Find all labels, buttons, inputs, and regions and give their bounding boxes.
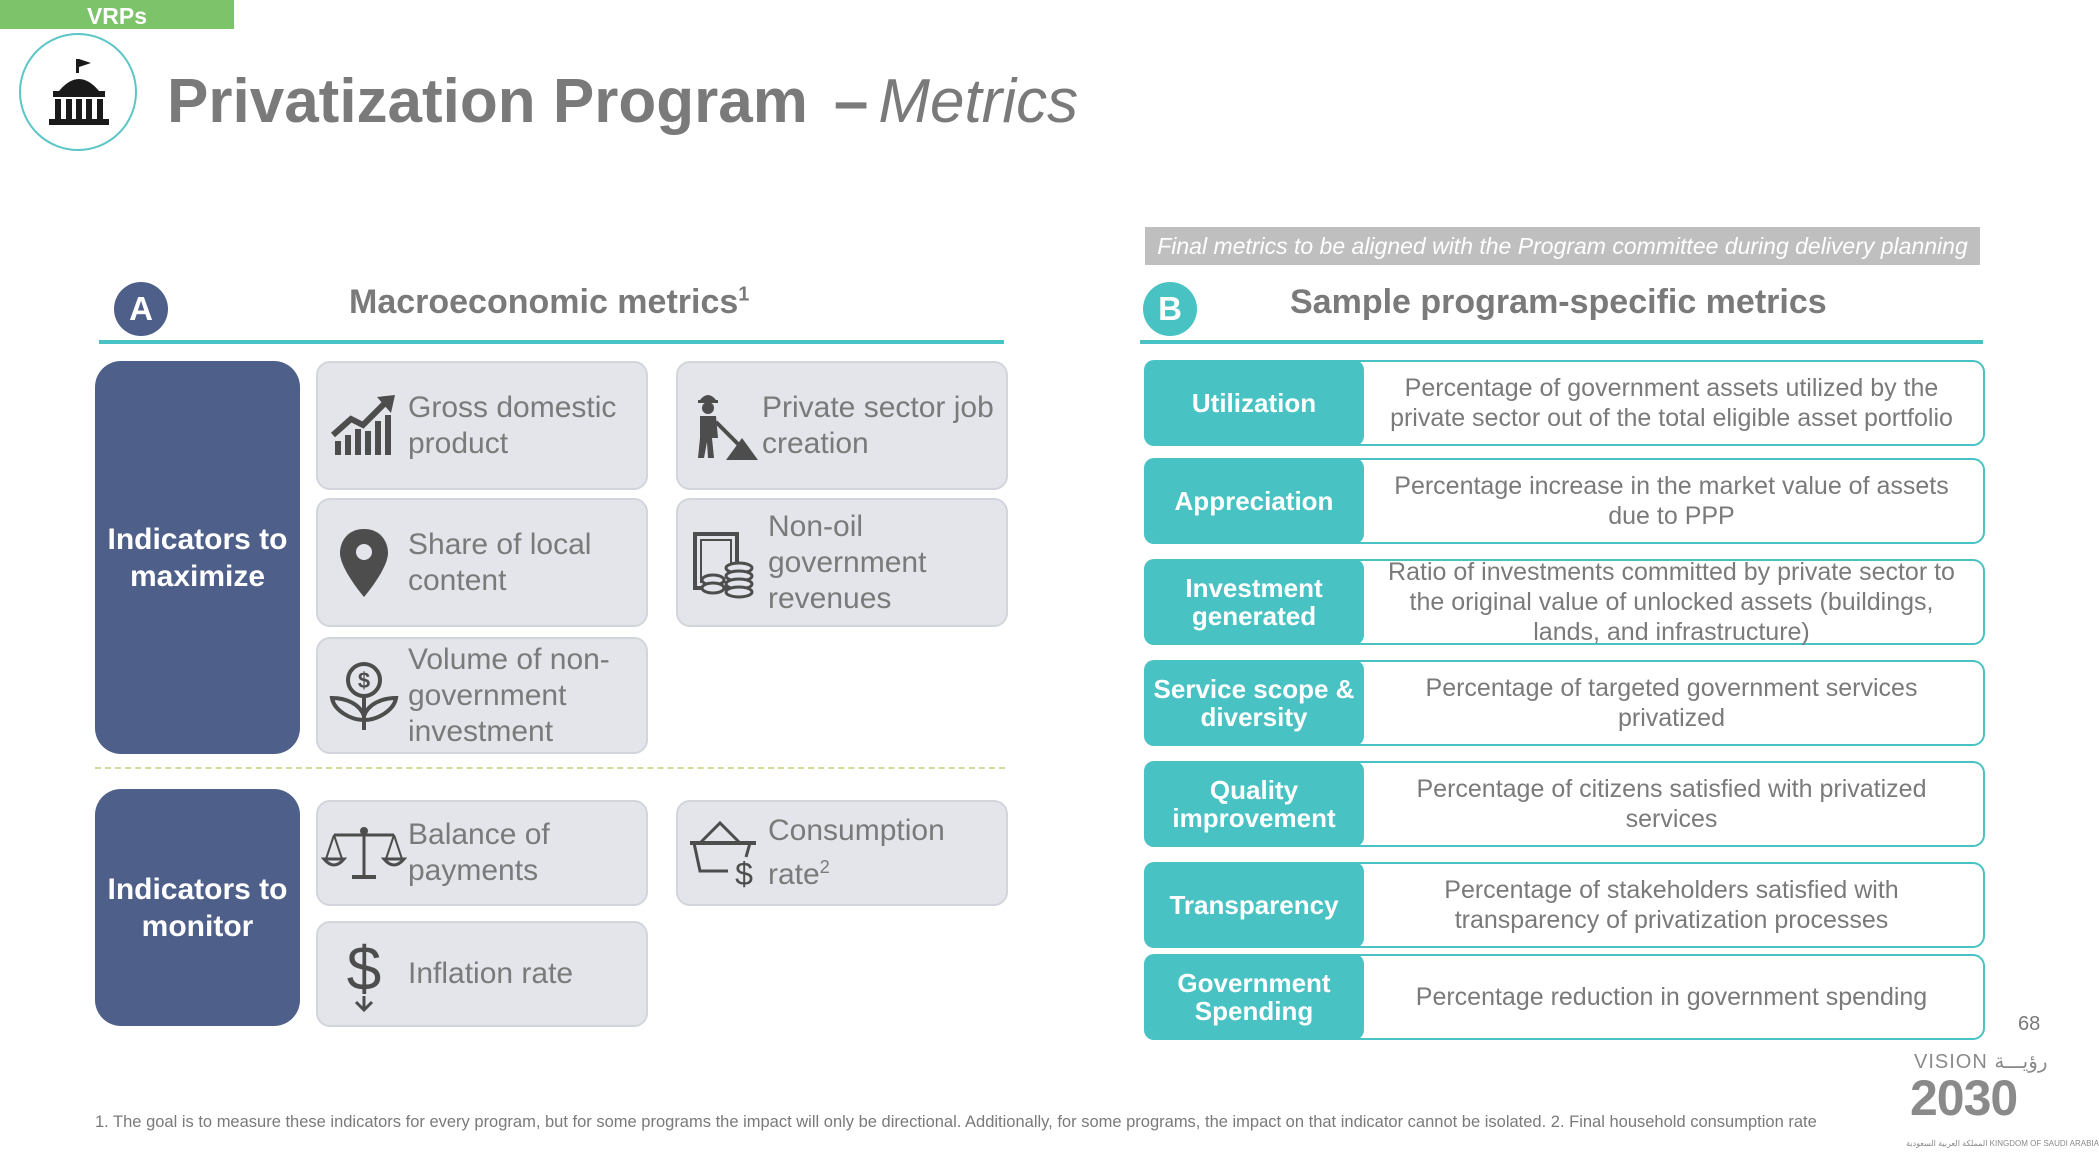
metric-name: Appreciation — [1144, 458, 1364, 544]
metric-label: Private sector job creation — [762, 390, 994, 460]
metric-row — [1144, 660, 1985, 746]
svg-text:$: $ — [357, 667, 371, 693]
metric-card — [676, 361, 1008, 490]
metric-description: Percentage of government assets utilized by the private sector out of the total eligible asset portfolio — [1354, 360, 1985, 446]
metric-name: Transparency — [1144, 862, 1364, 948]
basket-dollar-icon — [686, 815, 762, 891]
metric-label: Gross domestic product — [408, 390, 617, 460]
page-title — [167, 64, 1078, 140]
metric-label: Non-oil government revenues — [768, 509, 927, 615]
svg-text:$: $ — [735, 856, 753, 892]
location-pin-icon — [326, 525, 402, 601]
section-a-badge: A — [114, 282, 168, 336]
metric-name: Quality improvement — [1144, 761, 1364, 847]
money-plant-icon — [326, 658, 402, 734]
metric-description: Percentage reduction in government spending — [1354, 954, 1985, 1040]
section-b-badge: B — [1143, 282, 1197, 336]
section-b-rule — [1140, 340, 1983, 344]
metric-card — [676, 498, 1008, 627]
metric-name: Government Spending — [1144, 954, 1364, 1040]
metric-description: Percentage of citizens satisfied with privatized services — [1354, 761, 1985, 847]
metric-description: Percentage of stakeholders satisfied with transparency of privatization processes — [1354, 862, 1985, 948]
metric-description: Ratio of investments committed by private sector to the original value of unlocked assets (buildings, lands, and infrastructure) — [1354, 559, 1985, 645]
section-a-title — [349, 283, 749, 322]
metric-label: Inflation rate — [408, 957, 574, 990]
footnote: 1. The goal is to measure these indicators for every program, but for some programs the impact will only be directional. Additionally, for some programs, the impact on that indicator cannot be isolated. 2. Final household consumption rate — [95, 1113, 1817, 1131]
vision-logo-line2: 2030 — [1910, 1070, 2018, 1126]
metric-card — [316, 498, 648, 627]
metric-label-text: Consumption rate — [768, 814, 945, 891]
metric-card — [316, 800, 648, 906]
metric-row — [1144, 360, 1985, 446]
vision-logo-line1: VISION رؤيـــة — [1914, 1051, 2048, 1073]
worker-icon — [686, 388, 762, 464]
section-a-title-text: Macroeconomic metrics — [349, 283, 739, 321]
metric-label: Share of local content — [408, 527, 592, 597]
section-tag: VRPs — [0, 0, 234, 29]
metric-row — [1144, 954, 1985, 1040]
section-divider — [95, 767, 1005, 769]
metric-row — [1144, 458, 1985, 544]
growth-chart-icon — [326, 391, 402, 461]
title-main: Privatization Program — [167, 67, 808, 136]
title-dash: – — [833, 67, 869, 136]
metric-label: Volume of non-government investment — [408, 642, 610, 748]
metric-label: Balance of payments — [408, 818, 550, 887]
indicators-to-monitor-label: Indicators to monitor — [107, 872, 288, 943]
title-subtitle: Metrics — [878, 67, 1079, 136]
page-number: 68 — [2018, 1013, 2041, 1035]
final-metrics-note: Final metrics to be aligned with the Program committee during delivery planning — [1145, 227, 1980, 265]
indicators-to-monitor — [95, 789, 300, 1026]
metric-name: Investment generated — [1144, 559, 1364, 645]
metric-name: Service scope & diversity — [1144, 660, 1364, 746]
metric-name: Utilization — [1144, 360, 1364, 446]
metric-card — [676, 800, 1008, 906]
metric-card — [316, 361, 648, 490]
scale-icon — [326, 823, 402, 883]
dollar-down-icon — [326, 934, 402, 1014]
program-logo — [19, 33, 137, 151]
vision-logo-line3: المملكة العربية السعودية KINGDOM OF SAUDI ARABIA — [1906, 1139, 2099, 1148]
svg-text:$: $ — [346, 935, 382, 1004]
section-a-rule — [99, 340, 1004, 344]
vision-2030-logo — [1906, 1049, 2099, 1153]
section-b-title: Sample program-specific metrics — [1290, 283, 1827, 321]
metric-description: Percentage increase in the market value of assets due to PPP — [1354, 458, 1985, 544]
metric-row — [1144, 559, 1985, 645]
government-building-icon — [41, 55, 117, 131]
metric-description: Percentage of targeted government services privatized — [1354, 660, 1985, 746]
metric-row — [1144, 862, 1985, 948]
metric-card — [316, 921, 648, 1027]
footnote-ref-2: 2 — [819, 857, 830, 877]
metric-row — [1144, 761, 1985, 847]
metric-label — [768, 813, 1006, 893]
coins-icon — [686, 528, 762, 598]
metric-card — [316, 637, 648, 754]
indicators-to-maximize — [95, 361, 300, 754]
indicators-to-maximize-label: Indicators to maximize — [107, 522, 288, 593]
footnote-ref-1: 1 — [738, 283, 750, 306]
